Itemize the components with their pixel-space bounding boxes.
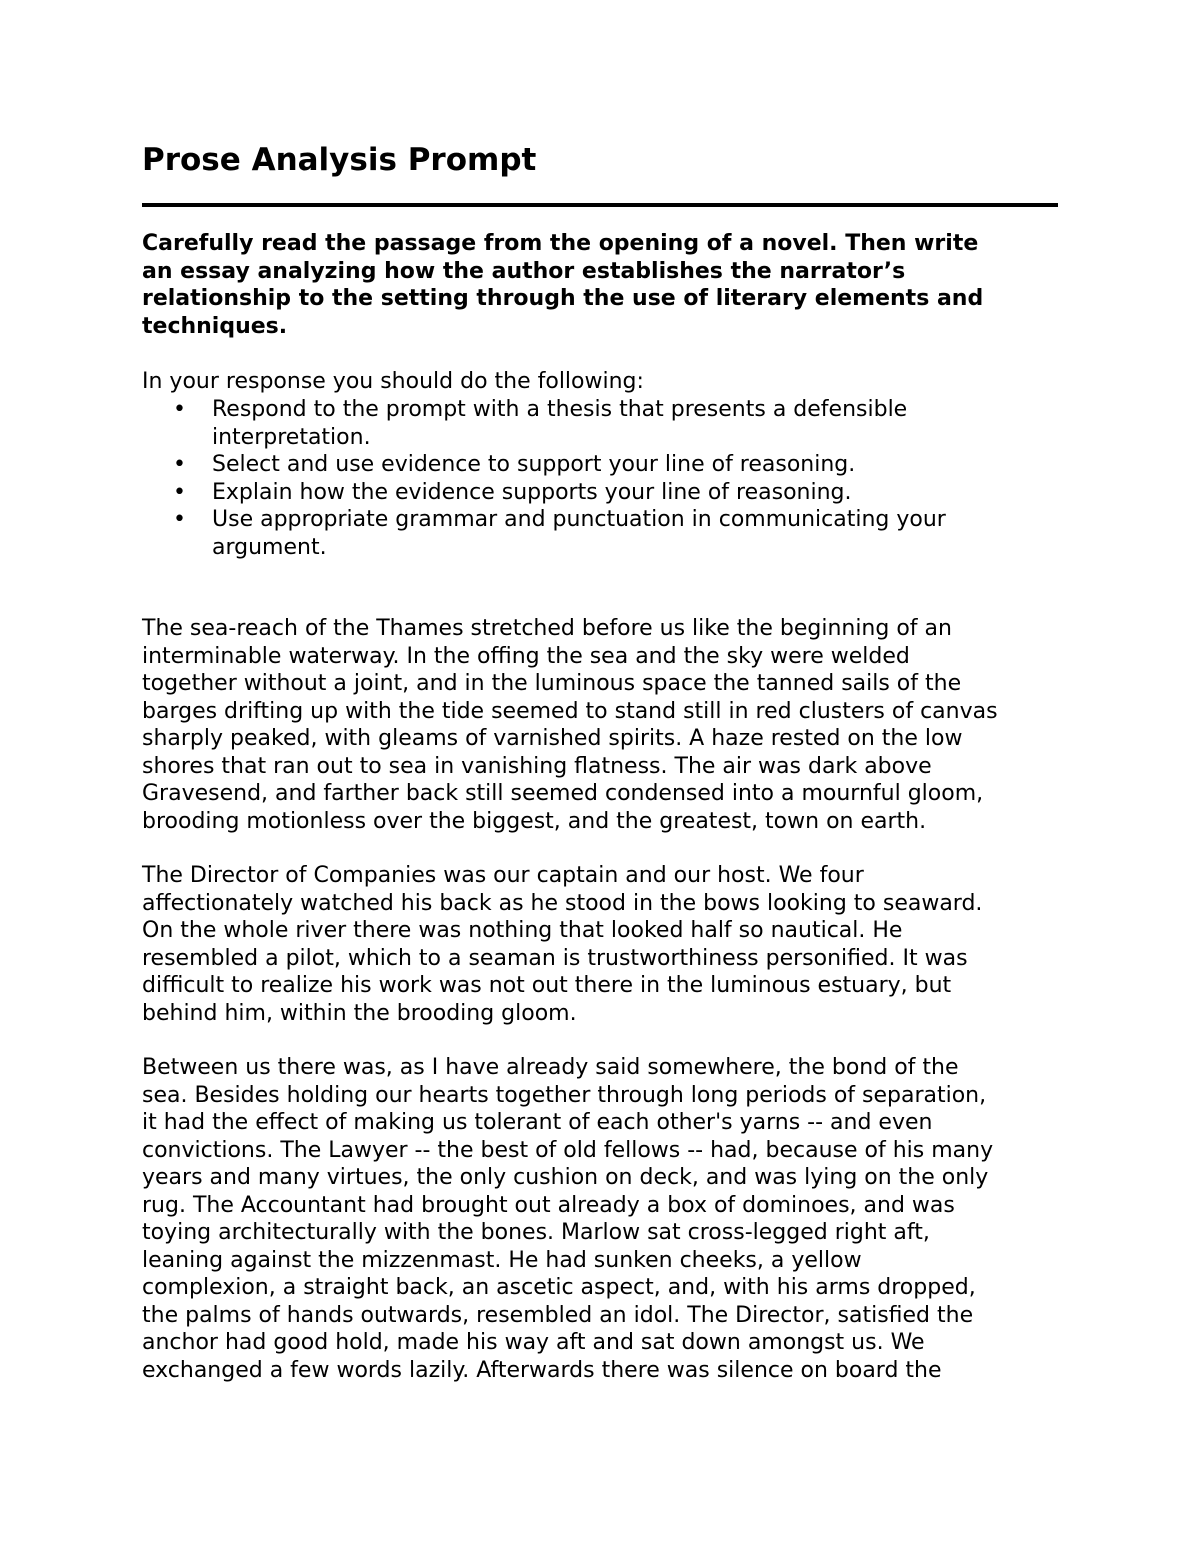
prompt-instructions bbox=[142, 230, 1060, 340]
requirement-line: Explain how the evidence supports your line of reasoning. bbox=[212, 479, 852, 505]
passage-line: leaning against the mizzenmast. He had sunken cheeks, a yellow bbox=[142, 1247, 862, 1273]
requirement-line: interpretation. bbox=[212, 424, 371, 450]
passage-line: convictions. The Lawyer -- the best of old fellows -- had, because of his many bbox=[142, 1137, 994, 1163]
page-title: Prose Analysis Prompt bbox=[142, 142, 537, 178]
passage-line: resembled a pilot, which to a seaman is trustworthiness personified. It was bbox=[142, 945, 968, 971]
passage-paragraph-3 bbox=[142, 1054, 1060, 1384]
instructions-line: an essay analyzing how the author establishes the narrator’s bbox=[142, 258, 906, 284]
passage-line: years and many virtues, the only cushion on deck, and was lying on the only bbox=[142, 1165, 989, 1190]
passage-line: On the whole river there was nothing that looked half so nautical. He bbox=[142, 918, 903, 943]
requirement-item bbox=[142, 451, 1012, 479]
passage-line: toying architecturally with the bones. Marlow sat cross-legged right aft, bbox=[142, 1220, 930, 1245]
passage-line: anchor had good hold, made his way aft and sat down amongst us. We bbox=[142, 1330, 925, 1355]
requirement-item bbox=[142, 396, 1012, 451]
requirement-item bbox=[142, 506, 1012, 561]
bullet-icon: • bbox=[173, 452, 186, 477]
passage-line: affectionately watched his back as he stood in the bows looking to seaward. bbox=[142, 890, 983, 916]
passage-line: sharply peaked, with gleams of varnished spirits. A haze rested on the low bbox=[142, 726, 963, 751]
passage-line: barges drifting up with the tide seemed to stand still in red clusters of canvas bbox=[142, 698, 998, 724]
passage-line: Between us there was, as I have already said somewhere, the bond of the bbox=[142, 1055, 959, 1080]
bullet-icon: • bbox=[173, 507, 186, 532]
requirement-item bbox=[142, 479, 1012, 507]
passage-line: Gravesend, and farther back still seemed condensed into a mournful gloom, bbox=[142, 781, 984, 806]
requirement-line: Select and use evidence to support your line of reasoning. bbox=[212, 452, 856, 477]
passage-line: rug. The Accountant had brought out already a box of dominoes, and was bbox=[142, 1192, 955, 1218]
passage-line: the palms of hands outwards, resembled an idol. The Director, satisfied the bbox=[142, 1302, 974, 1328]
passage-line: shores that ran out to sea in vanishing flatness. The air was dark above bbox=[142, 753, 932, 779]
title-divider bbox=[142, 203, 1058, 207]
passage-paragraph-2 bbox=[142, 862, 1060, 1027]
requirement-line: argument. bbox=[212, 534, 327, 560]
response-lead: In your response you should do the following: bbox=[142, 369, 644, 394]
requirements-list bbox=[142, 396, 1060, 561]
requirement-line: Use appropriate grammar and punctuation in communicating your bbox=[212, 507, 946, 532]
passage-line: brooding motionless over the biggest, and the greatest, town on earth. bbox=[142, 808, 927, 834]
passage-line: The Director of Companies was our captain and our host. We four bbox=[142, 863, 864, 888]
instructions-line: techniques. bbox=[142, 313, 288, 339]
passage-line: complexion, a straight back, an ascetic aspect, and, with his arms dropped, bbox=[142, 1275, 976, 1300]
bullet-icon: • bbox=[173, 397, 186, 422]
requirement-line: Respond to the prompt with a thesis that presents a defensible bbox=[212, 397, 908, 422]
passage-line: The sea-reach of the Thames stretched before us like the beginning of an bbox=[142, 616, 952, 641]
passage-line: behind him, within the brooding gloom. bbox=[142, 1000, 577, 1026]
passage-line: sea. Besides holding our hearts together through long periods of separation, bbox=[142, 1082, 987, 1108]
instructions-line: Carefully read the passage from the opening of a novel. Then write bbox=[142, 231, 979, 256]
bullet-icon: • bbox=[173, 479, 186, 505]
passage-line: exchanged a few words lazily. Afterwards there was silence on board the bbox=[142, 1357, 942, 1383]
passage-line: it had the effect of making us tolerant of each other's yarns -- and even bbox=[142, 1110, 933, 1135]
passage-line: together without a joint, and in the luminous space the tanned sails of the bbox=[142, 671, 962, 696]
instructions-line: relationship to the setting through the use of literary elements and bbox=[142, 286, 984, 311]
passage-line: interminable waterway. In the offing the sea and the sky were welded bbox=[142, 643, 910, 669]
passage-line: difficult to realize his work was not out there in the luminous estuary, but bbox=[142, 973, 952, 998]
passage-paragraph-1 bbox=[142, 615, 1060, 835]
